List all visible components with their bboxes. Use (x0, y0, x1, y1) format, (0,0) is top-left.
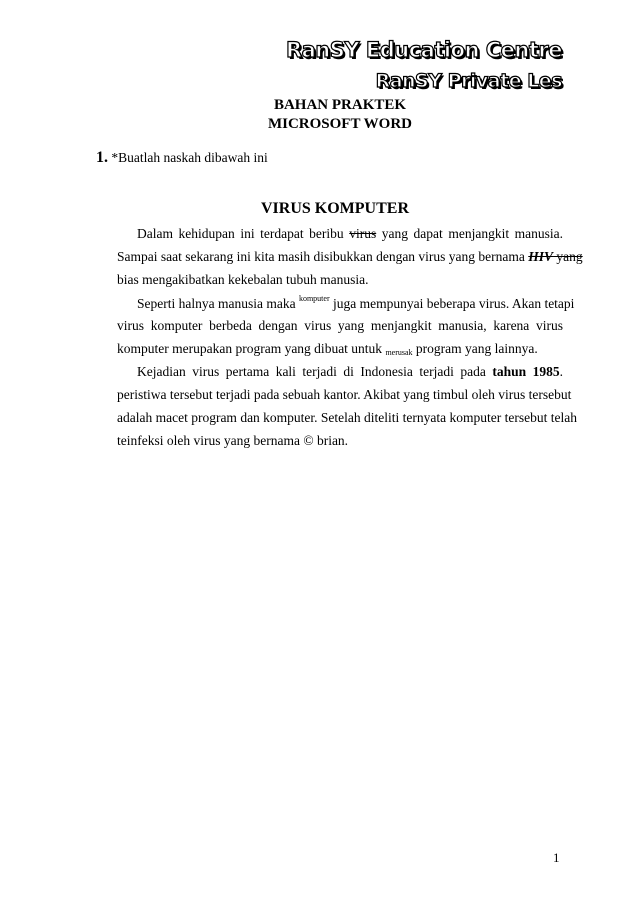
instruction-text: Buatlah naskah dibawah ini (118, 150, 268, 165)
paragraph-3-line-1: Kejadian virus pertama kali terjadi di Indonesia terjadi pada tahun 1985. (137, 364, 564, 379)
heading-line-1: BAHAN PRAKTEK (273, 97, 407, 113)
paragraph-3-line-2: peristiwa tersebut terjadi pada sebuah kantor. Akibat yang timbul oleh virus tersebut (117, 387, 572, 402)
hiv-word: HIV (528, 249, 554, 264)
paragraph-2-line-2: virus komputer berbeda dengan virus yang menjangkit manusia, karena virus (117, 318, 563, 333)
paragraph-2-line-3: komputer merupakan program yang dibuat untuk $_{merusak}$ program yang lainnya. (117, 341, 538, 357)
paragraph-3-line-3: adalah macet program dan komputer. Setelah diteliti ternyata komputer tersebut telah (117, 410, 577, 425)
superscript-word: komputer (298, 294, 330, 303)
instruction-asterisk: * (111, 150, 119, 165)
paragraph-3-line-4: teinfeksi oleh virus yang bernama © brian. (117, 433, 349, 448)
struck-word: virus (349, 226, 377, 241)
paragraph-1-line-2: Sampai saat sekarang ini kita masih disibukkan dengan virus yang bernama HIV yang (117, 249, 583, 264)
instruction-number: 1. (96, 149, 108, 166)
paragraph-1-line-1: Dalam kehidupan ini terdapat beribu virus yang dapat menjangkit manusia. (137, 226, 563, 241)
logo-private-les: RanSY Private Les (375, 70, 562, 92)
paragraph-1-line-3: bias mengakibatkan kekebalan tubuh manusia. (117, 272, 369, 287)
article-title: VIRUS KOMPUTER (260, 200, 409, 217)
logo-education-centre: RanSY Education Centre (285, 38, 562, 62)
instruction (96, 149, 268, 167)
bold-year: tahun 1985 (492, 364, 560, 379)
page-number: 1 (553, 850, 560, 865)
paragraph-2-line-1: Seperti halnya manusia maka $^{komputer}$ juga mempunyai beberapa virus. Akan tetapi (137, 294, 575, 311)
heading-line-2: MICROSOFT WORD (267, 116, 413, 132)
subscript-word: merusak (385, 348, 413, 357)
